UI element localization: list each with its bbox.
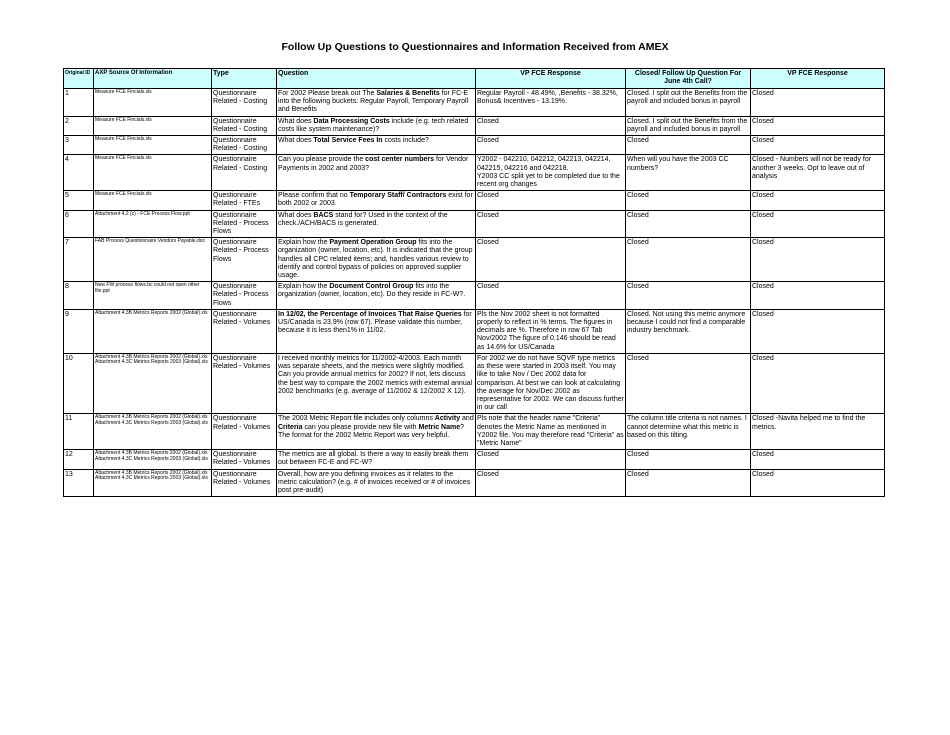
header-original-id: Original ID bbox=[64, 69, 94, 89]
cell-source bbox=[94, 353, 212, 413]
header-question: Question bbox=[277, 69, 476, 89]
cell-closed-follow-up: The column title criteria is not names. I cannot determine what this metric is based on this tilting. bbox=[626, 414, 751, 450]
table-row bbox=[64, 309, 885, 353]
cell-original-id: 9 bbox=[64, 309, 94, 353]
cell-closed-follow-up: Closed bbox=[626, 353, 751, 413]
cell-vp-response: Closed bbox=[476, 136, 626, 155]
cell-vp-response-2: Closed bbox=[751, 469, 885, 497]
cell-source bbox=[94, 191, 212, 210]
cell-original-id: 13 bbox=[64, 469, 94, 497]
table-row bbox=[64, 353, 885, 413]
cell-closed-follow-up: Closed bbox=[626, 238, 751, 282]
cell-type: Questionnaire Related - Process Flows bbox=[212, 282, 277, 310]
cell-source bbox=[94, 210, 212, 238]
cell-question: What does Data Processing Costs include (e.g. tech related costs like system maintenance)? bbox=[277, 116, 476, 135]
cell-vp-response: Pls note that the header name "Criteria" denotes the Metric Name as mentioned in Y2002 file. You may therefore read "Criteria" as "Metric Name" bbox=[476, 414, 626, 450]
source-file: Attachment 4.3C Metrics Reports 2003 (Global).xls bbox=[95, 359, 208, 366]
cell-vp-response-2: Closed -Navita helped me to find the metrics. bbox=[751, 414, 885, 450]
cell-vp-response: Closed bbox=[476, 469, 626, 497]
cell-vp-response-2: Closed bbox=[751, 89, 885, 117]
cell-vp-response-2: Closed bbox=[751, 238, 885, 282]
cell-original-id: 6 bbox=[64, 210, 94, 238]
cell-question: Explain how the Document Control Group fits into the organization (owner, location, etc). Do they reside in FC-W?. bbox=[277, 282, 476, 310]
cell-closed-follow-up: Closed. I split out the Benefits from the payroll and included bonus in payroll bbox=[626, 89, 751, 117]
cell-type: Questionnaire Related - Costing bbox=[212, 89, 277, 117]
cell-question: Overall, how are you defining invoices as it relates to the metric calculation? (e.g. # of invoices received or # of invoices post pre-audit) bbox=[277, 469, 476, 497]
cell-question: The metrics are all global. Is there a way to easily break them out between FC-E and FC-W? bbox=[277, 450, 476, 469]
cell-closed-follow-up: When will you have the 2003 CC numbers? bbox=[626, 155, 751, 191]
cell-vp-response-2: Closed bbox=[751, 450, 885, 469]
cell-vp-response: Closed bbox=[476, 116, 626, 135]
cell-source bbox=[94, 450, 212, 469]
cell-question: In 12/02, the Percentage of Invoices That Raise Queries for US/Canada is 23.9% (row 67). Please validate this number, because it is less then1% in 11/02. bbox=[277, 309, 476, 353]
cell-type: Questionnaire Related - FTEs bbox=[212, 191, 277, 210]
cell-type: Questionnaire Related - Costing bbox=[212, 116, 277, 135]
source-file: Attachment 4.3B Metrics Reports 2002 (Global).xls bbox=[95, 469, 208, 476]
cell-vp-response-2: Closed bbox=[751, 116, 885, 135]
header-closed-follow-up: Closed/ Follow Up Question For June 4th Call? bbox=[626, 69, 751, 89]
cell-vp-response-2: Closed bbox=[751, 353, 885, 413]
cell-type: Questionnaire Related - Process Flows bbox=[212, 238, 277, 282]
cell-vp-response-2: Closed bbox=[751, 210, 885, 238]
cell-closed-follow-up: Closed. Not using this metric anymore because I could not find a comparable industry benchmark. bbox=[626, 309, 751, 353]
source-file: Measure FCE Fincials.xls bbox=[95, 136, 152, 143]
cell-source bbox=[94, 155, 212, 191]
cell-source bbox=[94, 282, 212, 310]
source-file: Attachment 4.3C Metrics Reports 2003 (Global).xls bbox=[95, 419, 208, 426]
table-body bbox=[64, 89, 885, 497]
source-file: Attachment 4.2 (c) - FCE Process Flow.ppt bbox=[95, 210, 190, 217]
cell-vp-response: Regular Payroll - 48.49%, ,Benefits - 38.32%, Bonus& Incentives - 13.19%. bbox=[476, 89, 626, 117]
source-file: Attachment 4.3B Metrics Reports 2002 (Global).xls bbox=[95, 309, 208, 316]
cell-question: Can you please provide the cost center numbers for Vendor Payments in 2002 and 2003? bbox=[277, 155, 476, 191]
cell-original-id: 5 bbox=[64, 191, 94, 210]
cell-question: I received monthly metrics for 11/2002-4/2003. Each month was separate sheets, and the metrics were slightly modified. Can you provide annual metrics for 2002? If not, lets discuss the best way to compare the 2002 metrics with external annual 2002 benchmarks (e.g. average of 11/2002 & 12/2002 X 12). bbox=[277, 353, 476, 413]
source-file: Measure FCE Fincials.xls bbox=[95, 116, 152, 123]
table-row bbox=[64, 89, 885, 117]
table-row bbox=[64, 210, 885, 238]
cell-question: What does Total Service Fees In costs include? bbox=[277, 136, 476, 155]
cell-type: Questionnaire Related - Volumes bbox=[212, 414, 277, 450]
table-row bbox=[64, 469, 885, 497]
table-row bbox=[64, 116, 885, 135]
table-row bbox=[64, 282, 885, 310]
table-row bbox=[64, 450, 885, 469]
cell-source bbox=[94, 414, 212, 450]
header-vp-response-2: VP FCE Response bbox=[751, 69, 885, 89]
cell-vp-response-2: Closed bbox=[751, 191, 885, 210]
cell-closed-follow-up: Closed bbox=[626, 210, 751, 238]
source-file: Measure FCE Fincials.xls bbox=[95, 155, 152, 162]
cell-type: Questionnaire Related - Costing bbox=[212, 136, 277, 155]
cell-closed-follow-up: Closed bbox=[626, 191, 751, 210]
source-file: Attachment 4.3C Metrics Reports 2003 (Global).xls bbox=[95, 455, 208, 462]
source-file: Measure FCE Fincials.xls bbox=[95, 89, 152, 95]
cell-type: Questionnaire Related - Volumes bbox=[212, 469, 277, 497]
cell-original-id: 1 bbox=[64, 89, 94, 117]
follow-up-table bbox=[63, 68, 885, 497]
cell-closed-follow-up: Closed bbox=[626, 282, 751, 310]
source-file: Measure FCE Fincials.xls bbox=[95, 191, 152, 198]
table-row bbox=[64, 414, 885, 450]
cell-question: What does BACS stand for? Used in the context of the check./ACH/BACS is generated. bbox=[277, 210, 476, 238]
cell-vp-response: Closed bbox=[476, 238, 626, 282]
cell-source bbox=[94, 89, 212, 117]
cell-original-id: 12 bbox=[64, 450, 94, 469]
cell-vp-response: Closed bbox=[476, 282, 626, 310]
cell-question: Explain how the Payment Operation Group fits into the organization (owner, location, etc). It is indicated that the group handles all CPC related items; and, handles various review to identify and control bypass of policies on approved supplier usage. bbox=[277, 238, 476, 282]
cell-vp-response: For 2002 we do not have SQVF type metrics as these were started in 2003 itself. You may like to take Nov / Dec 2002 data for comparison. At best we can look at calculating the average for Nov/Dec 2002 as representative for 2002. We can discuss further in our call bbox=[476, 353, 626, 413]
table-header-row bbox=[64, 69, 885, 89]
cell-closed-follow-up: Closed. I split out the Benefits from the payroll and included bonus in payroll bbox=[626, 116, 751, 135]
table-row bbox=[64, 155, 885, 191]
cell-type: Questionnaire Related - Volumes bbox=[212, 353, 277, 413]
cell-original-id: 2 bbox=[64, 116, 94, 135]
cell-source bbox=[94, 238, 212, 282]
cell-vp-response-2: Closed bbox=[751, 136, 885, 155]
cell-type: Questionnaire Related - Costing bbox=[212, 155, 277, 191]
cell-vp-response: Closed bbox=[476, 210, 626, 238]
table-row bbox=[64, 191, 885, 210]
source-file: Attachment 4.3C Metrics Reports 2003 (Global).xls bbox=[95, 475, 208, 482]
header-type: Type bbox=[212, 69, 277, 89]
cell-question: The 2003 Metric Report file includes only columns Activity and Criteria can you please provide new file with Metric Name? The format for the 2002 Metric Report was very helpful. bbox=[277, 414, 476, 450]
cell-original-id: 3 bbox=[64, 136, 94, 155]
cell-vp-response: Pls the Nov 2002 sheet is not formatted properly to reflect in % terms. The figures in decimals are %. Therefore in row 67 Tab Nov/2002 The figure of 0.146 should be read as 14.6% for US/Canada bbox=[476, 309, 626, 353]
cell-vp-response: Closed bbox=[476, 191, 626, 210]
cell-source bbox=[94, 309, 212, 353]
cell-question: Please confirm that no Temporary Staff/ Contractors exist for both 2002 or 2003. bbox=[277, 191, 476, 210]
cell-original-id: 7 bbox=[64, 238, 94, 282]
cell-closed-follow-up: Closed bbox=[626, 469, 751, 497]
source-file: Attachment 4.3B Metrics Reports 2002 (Global).xls bbox=[95, 450, 208, 457]
cell-type: Questionnaire Related - Volumes bbox=[212, 450, 277, 469]
source-file: FAB Process Questionnaire Vendors Payable.doc bbox=[95, 238, 206, 245]
cell-vp-response-2: Closed bbox=[751, 309, 885, 353]
source-file: New FW process flows.bc could not open other file.ppt bbox=[95, 282, 200, 294]
cell-type: Questionnaire Related - Volumes bbox=[212, 309, 277, 353]
page-title: Follow Up Questions to Questionnaires and Information Received from AMEX bbox=[281, 41, 669, 53]
cell-question: For 2002 Please break out The Salaries & Benefits for FC-E into the following buckets: Regular Payroll, Temporary Payroll and Benefits bbox=[277, 89, 476, 117]
cell-vp-response: Closed bbox=[476, 450, 626, 469]
cell-type: Questionnaire Related - Process Flows bbox=[212, 210, 277, 238]
cell-vp-response-2: Closed - Numbers will not be ready for another 3 weeks. Opt to leave out of analysis bbox=[751, 155, 885, 191]
cell-source bbox=[94, 469, 212, 497]
source-file: Attachment 4.3B Metrics Reports 2002 (Global).xls bbox=[95, 353, 208, 360]
cell-original-id: 8 bbox=[64, 282, 94, 310]
cell-original-id: 11 bbox=[64, 414, 94, 450]
cell-closed-follow-up: Closed bbox=[626, 450, 751, 469]
cell-source bbox=[94, 116, 212, 135]
cell-vp-response: Y2002 - 042210, 042212, 042213, 042214, 042215, 042216 and 042218. Y2003 CC split yet to be completed due to the recent org changes bbox=[476, 155, 626, 191]
cell-original-id: 4 bbox=[64, 155, 94, 191]
header-source: AXP Source Of Information bbox=[94, 69, 212, 89]
cell-original-id: 10 bbox=[64, 353, 94, 413]
cell-source bbox=[94, 136, 212, 155]
cell-closed-follow-up: Closed bbox=[626, 136, 751, 155]
source-file: Attachment 4.3B Metrics Reports 2002 (Global).xls bbox=[95, 414, 208, 421]
table-row bbox=[64, 238, 885, 282]
cell-vp-response-2: Closed bbox=[751, 282, 885, 310]
table-row bbox=[64, 136, 885, 155]
header-vp-response: VP FCE Response bbox=[476, 69, 626, 89]
